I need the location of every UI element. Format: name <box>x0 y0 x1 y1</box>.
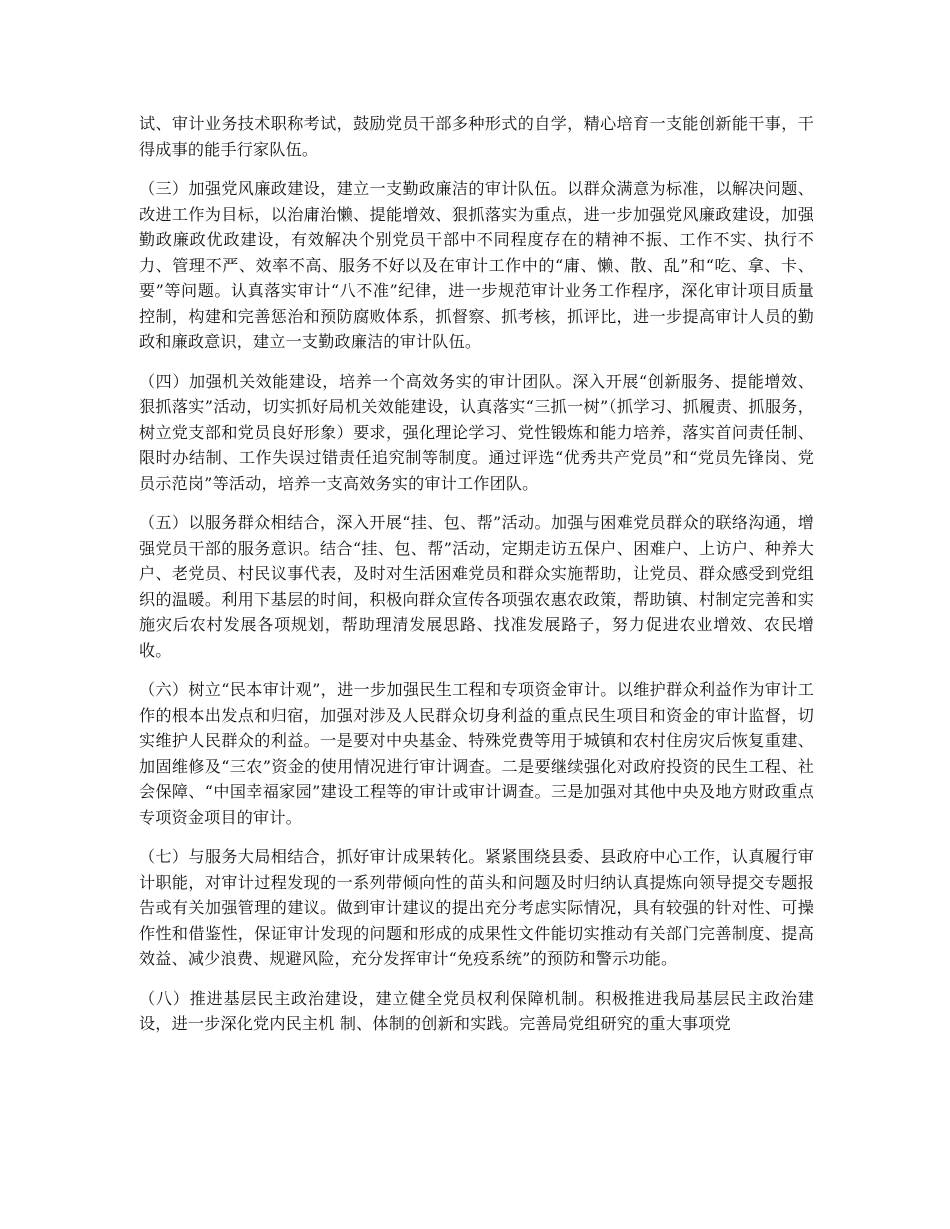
paragraph-3: （四）加强机关效能建设，培养一个高效务实的审计团队。深入开展“创新服务、提能增效、狠抓落实”活动，切实抓好局机关效能建设，认真落实“三抓一树”（抓学习、抓履责、抓服务，树立党支部和党员良好形象）要求，强化理论学习、党性锻炼和能力培养，落实首问责任制、限时办结制、工作失误过错责任追究制等制度。通过评选“优秀共产党员”和“党员先锋岗、党员示范岗”等活动，培养一支高效务实的审计工作团队。 <box>139 371 814 493</box>
paragraph-4: （五）以服务群众相结合，深入开展“挂、包、帮”活动。加强与困难党员群众的联络沟通，增强党员干部的服务意识。结合“挂、包、帮”活动，定期走访五保户、困难户、上访户、种养大户、老党员、村民议事代表，及时对生活困难党员和群众实施帮助，让党员、群众感受到党组织的温暖。利用下基层的时间，积极向群众宣传各项强农惠农政策，帮助镇、村制定完善和实施灾后农村发展各项规划，帮助理清发展思路、找准发展路子，努力促进农业增效、农民增收。 <box>139 513 814 660</box>
paragraph-7: （八）推进基层民主政治建设，建立健全党员权利保障机制。积极推进我局基层民主政治建设，进一步深化党内民主机 制、体制的创新和实践。完善局党组研究的重大事项党 <box>139 988 814 1033</box>
paragraph-5: （六）树立“民本审计观”，进一步加强民生工程和专项资金审计。以维护群众利益作为审计工作的根本出发点和归宿，加强对涉及人民群众切身利益的重点民生项目和资金的审计监督，切实维护人民群众的利益。一是要对中央基金、特殊党费等用于城镇和农村住房灾后恢复重建、加固维修及“三农”资金的使用情况进行审计调查。二是要继续强化对政府投资的民生工程、社会保障、“中国幸福家园”建设工程等的审计或审计调查。三是加强对其他中央及地方财政重点专项资金项目的审计。 <box>139 680 814 827</box>
document-page <box>139 111 814 1051</box>
paragraph-1: 试、审计业务技术职称考试，鼓励党员干部多种形式的自学，精心培育一支能创新能干事，干得成事的能手行家队伍。 <box>139 114 814 159</box>
paragraph-6: （七）与服务大局相结合，抓好审计成果转化。紧紧围绕县委、县政府中心工作，认真履行审计职能，对审计过程发现的一系列带倾向性的苗头和问题及时归纳认真提炼向领导提交专题报告或有关加强管理的建议。做到审计建议的提出充分考虑实际情况，具有较强的针对性、可操作性和借鉴性，保证审计发现的问题和形成的成果性文件能切实推动有关部门完善制度、提高效益、减少浪费、规避风险，充分发挥审计“免疫系统”的预防和警示功能。 <box>139 847 814 968</box>
paragraph-2: （三）加强党风廉政建设，建立一支勤政廉洁的审计队伍。以群众满意为标准，以解决问题、改进工作为目标，以治庸治懒、提能增效、狠抓落实为重点，进一步加强党风廉政建设，加强勤政廉政优政建设，有效解决个别党员干部中不同程度存在的精神不振、工作不实、执行不力、管理不严、效率不高、服务不好以及在审计工作中的“庸、懒、散、乱”和“吃、拿、卡、要”等问题。认真落实审计“八不准”纪律，进一步规范审计业务工作程序，深化审计项目质量控制，构建和完善惩治和预防腐败体系，抓督察、抓考核，抓评比，进一步提高审计人员的勤政和廉政意识，建立一支勤政廉洁的审计队伍。 <box>139 179 814 351</box>
